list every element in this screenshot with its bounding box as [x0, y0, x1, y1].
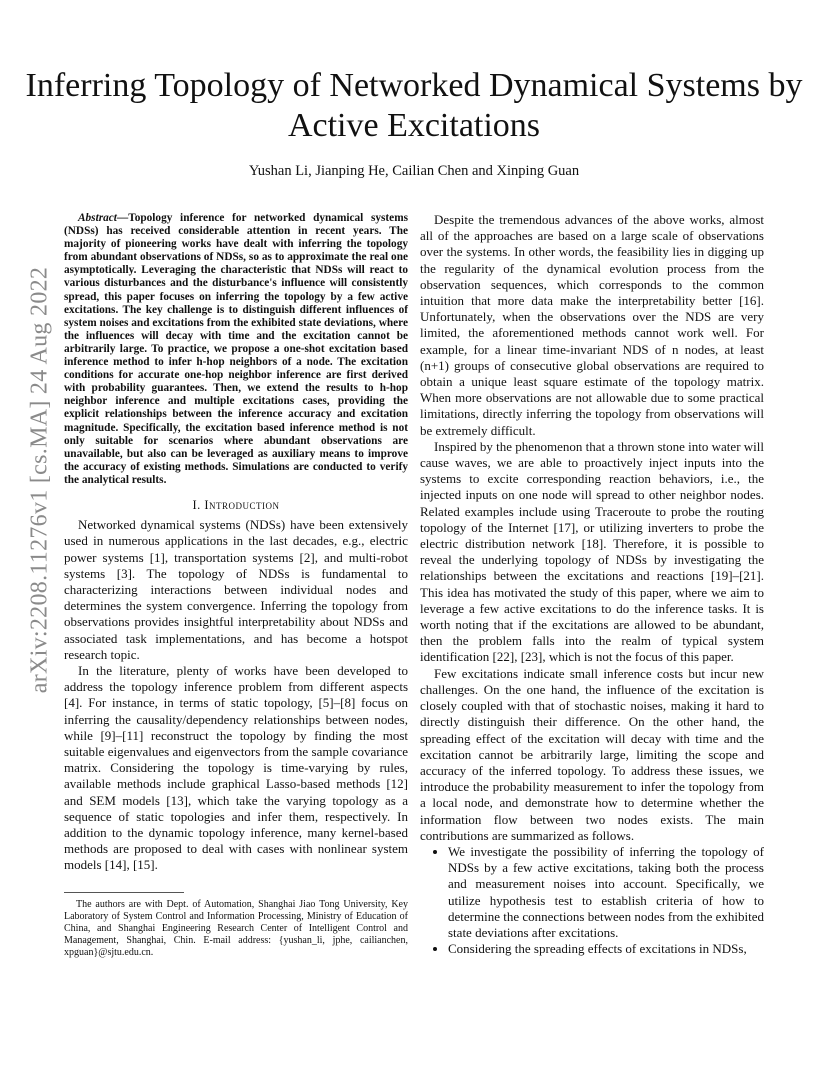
right-column	[420, 212, 764, 957]
intro-paragraph-3: Despite the tremendous advances of the above works, almost all of the approaches are based on a large scale of observations over the systems. In other words, the feasibility lies in digging up the regularity of the dynamical evolution process from the observation sequences, which corresponds to the common intuition that more data make the interpretability better [16]. Unfortunately, when the observations over the NDS are very limited, the aforementioned methods cannot work well. For example, for a linear time-invariant NDS of n nodes, at least (n+1) groups of consecutive global observations are required to obtain a unique least square estimate of the topology matrix. When more observations are not allowable due to some practical limitations, directly inferring the topology from observations will be extremely difficult.	[420, 212, 764, 438]
section-number: I.	[192, 497, 201, 512]
footnote-divider	[64, 892, 184, 893]
arxiv-identifier: arXiv:2208.11276v1 [cs.MA] 24 Aug 2022	[26, 266, 53, 694]
section-heading	[64, 497, 408, 513]
intro-paragraph-2: In the literature, plenty of works have been developed to address the topology inference problem from different aspects [4]. For instance, in terms of static topology, [5]–[8] focus on inferring the causality/dependency relationships between nodes, while [9]–[11] reconstruct the topology by finding the most suitable eigenvalues and eigenvectors from the sample covariance matrix. Considering the topology is time-varying by rules, available methods include graphical Lasso-based methods [12] and SEM models [13], which take the varying topology as a sequence of static topologies and infer them, respectively. In addition to the dynamic topology inference, many kernel-based methods are proposed to deal with cases with nonlinear system models [14], [15].	[64, 663, 408, 873]
left-column	[64, 212, 408, 959]
paper-title-text: Inferring Topology of Networked Dynamical Systems by Active Excitations	[25, 67, 803, 144]
intro-paragraph-4: Inspired by the phenomenon that a thrown stone into water will cause waves, we are able to proactively inject inputs into the systems to excite corresponding reaction behaviors, i.e., the injected inputs on one node will spread to other neighbor nodes. Related examples include using Traceroute to probe the routing topology of the Internet [17], or utilizing inverters to probe the electric distribution network [18]. Therefore, it is possible to reveal the underlying topology of NDSs by investigating the relationships between the excitations and reactions [19]–[21]. This idea has motivated the study of this paper, where we aim to leverage a few active excitations to do the inference tasks. It is worth noting that if the excitations are allowed to be abundant, then the problem falls into the realm of typical system identification [22], [23], which is not the focus of this paper.	[420, 438, 764, 665]
contributions-list	[420, 844, 764, 957]
paper-title	[0, 66, 828, 146]
abstract: Abstract—Topology inference for networked dynamical systems (NDSs) has received considerable attention in recent years. The majority of pioneering works have dealt with inferring the topology from abundant observations of NDSs, so as to approximate the real one asymptotically. Leveraging the characteristic that NDSs will react to various disturbances and the disturbance's influence will consistently spread, this paper focuses on inferring the topology by a few active excitations. The key challenge is to distinguish different influences of system noises and excitations from the exhibited state deviations, where the influences will decay with time and the excitation cannot be arbitrarily large. To practice, we propose a one-shot excitation based inference method to infer h-hop neighbors of a node. The excitation conditions for accurate one-hop neighbor inference are first derived with probability guarantees. Then, we extend the results to h-hop neighbor inference and multiple excitations cases, providing the explicit relationships between the inference accuracy and excitation magnitude. Specifically, the excitation based inference method is not only suitable for scenarios where abundant observations are unavailable, but also can be leveraged as auxiliary means to improve the accuracy of existing methods. Simulations are conducted to verify the analytical results.	[64, 212, 408, 486]
abstract-label: Abstract	[78, 212, 117, 224]
arxiv-sidebar	[10, 260, 70, 700]
section-title: Introduction	[204, 497, 280, 512]
abstract-text: Topology inference for networked dynamical systems (NDSs) has received considerable attention in recent years. The majority of pioneering works have dealt with inferring the topology from abundant observations of NDSs, so as to approximate the real one asymptotically. Leveraging the characteristic that NDSs will react to various disturbances and the disturbance's influence will consistently spread, this paper focuses on inferring the topology by a few active excitations. The key challenge is to distinguish different influences of system noises and excitations from the exhibited state deviations, where the influences will decay with time and the excitation cannot be arbitrarily large. To practice, we propose a one-shot excitation based inference method to infer h-hop neighbors of a node. The excitation conditions for accurate one-hop neighbor inference are first derived with probability guarantees. Then, we extend the results to h-hop neighbor inference and multiple excitations cases, providing the explicit relationships between the inference accuracy and excitation magnitude. Specifically, the excitation based inference method is not only suitable for scenarios where abundant observations are unavailable, but also can be leveraged as auxiliary means to improve the accuracy of existing methods. Simulations are conducted to verify the analytical results.	[64, 212, 408, 486]
intro-paragraph-5: Few excitations indicate small inference costs but incur new challenges. On the one hand, the influence of the excitation is closely coupled with that of stochastic noises, making it hard to directly distinguish their difference. On the other hand, the spreading effect of the excitation will decay with time and the excitation cannot be arbitrarily large, limiting the scope and accuracy of the inferred topology. To address these issues, we introduce the probability measurement to infer the topology from a local node, and demonstrate how to determine whether the information flow between two nodes exists. The main contributions are summarized as follows.	[420, 665, 764, 843]
contribution-item-2: • Considering the spreading effects of excitations in NDSs,	[448, 941, 764, 957]
intro-paragraph-1: Networked dynamical systems (NDSs) have been extensively used in numerous applications in the last decades, e.g., electric power systems [1], transportation systems [2], and multi-robot systems [3]. The topology of NDSs is fundamental to characterizing interactions between individual nodes and determines the system convergence. Inferring the topology from observations provides insightful interpretability about NDSs and associated task implementations, and has become a hotspot research topic.	[64, 517, 408, 662]
paper-authors: Yushan Li, Jianping He, Cailian Chen and Xinping Guan	[248, 163, 580, 179]
contribution-item-1: • We investigate the possibility of inferring the topology of NDSs by a few active excitations, taking both the process and measurement noises into account. Specifically, we utilize hypothesis test to establish criteria of how to determine the connections between nodes from the exhibited state deviations after excitations.	[448, 844, 764, 941]
footnote: The authors are with Dept. of Automation, Shanghai Jiao Tong University, Key Laboratory of System Control and Information Processing, Ministry of Education of China, and Shanghai Engineering Research Center of Intelligent Control and Management, Shanghai, Chin. E-mail address: {yushan_li, jphe, cailianchen, xpguan}@sjtu.edu.cn.	[64, 898, 408, 958]
